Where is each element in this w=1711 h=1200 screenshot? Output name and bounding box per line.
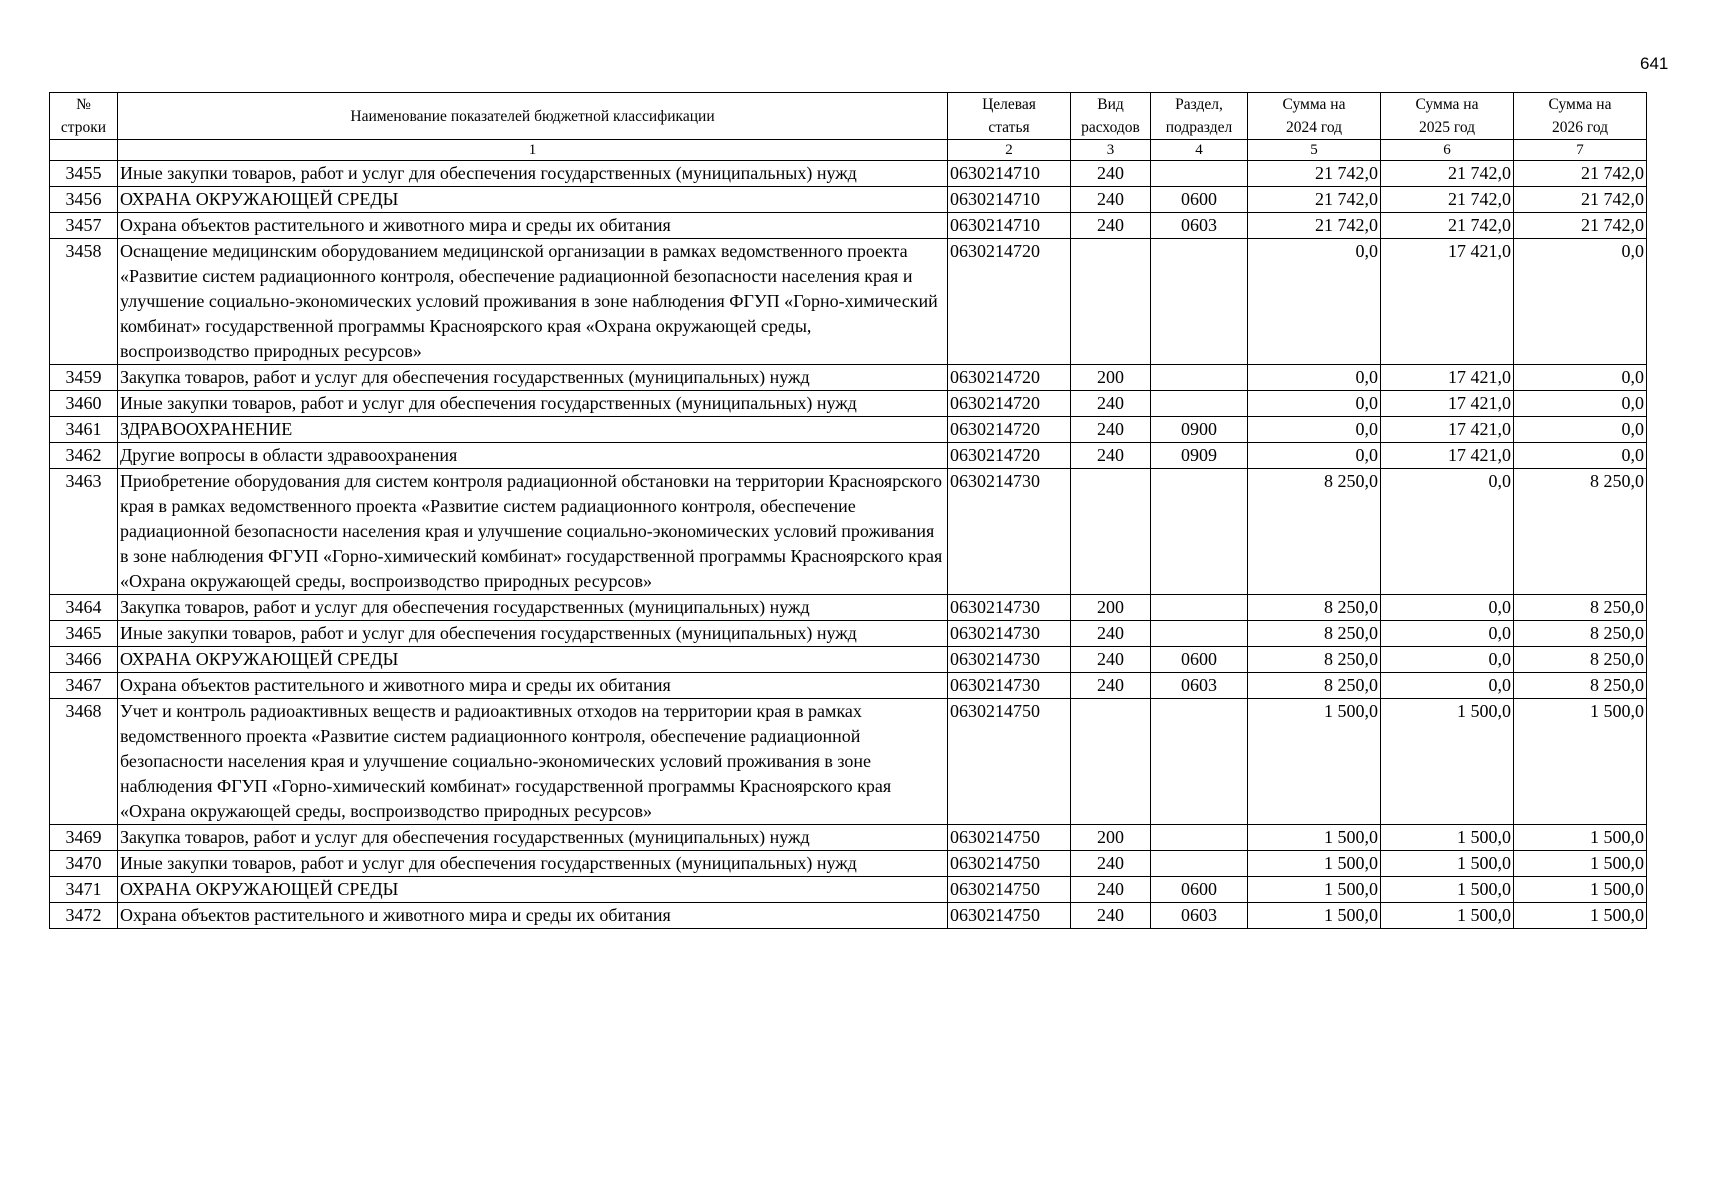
row-sum-2025: 17 421,0 [1381,417,1514,443]
row-name: Другие вопросы в области здравоохранения [118,443,948,469]
row-target-article: 0630214750 [948,851,1071,877]
table-row [50,443,1647,469]
row-sum-2024: 0,0 [1248,443,1381,469]
row-expense-type: 240 [1071,673,1151,699]
row-name: Закупка товаров, работ и услуг для обеспечения государственных (муниципальных) нужд [118,825,948,851]
row-name: Охрана объектов растительного и животного мира и среды их обитания [118,903,948,929]
column-number: 2 [948,140,1071,161]
header-row-number: № строки [50,93,118,140]
row-number: 3464 [50,595,118,621]
table-row [50,213,1647,239]
row-name: Учет и контроль радиоактивных веществ и радиоактивных отходов на территории края в рамках ведомственного проекта «Развитие систем радиационного контроля, обеспечение радиационной безопасности населения края и улучшение социально-экономических условий проживания в зоне наблюдения ФГУП «Горно-химический комбинат» государственной программы Красноярского края «Охрана окружающей среды, воспроизводство природных ресурсов» [118,699,948,825]
header-sum-2024: Сумма на 2024 год [1248,93,1381,140]
row-expense-type: 200 [1071,595,1151,621]
row-number: 3465 [50,621,118,647]
table-row [50,469,1647,595]
table-row [50,647,1647,673]
column-number: 4 [1151,140,1248,161]
row-sum-2026: 1 500,0 [1514,699,1647,825]
row-sum-2025: 0,0 [1381,647,1514,673]
column-number: 5 [1248,140,1381,161]
table-row [50,365,1647,391]
row-target-article: 0630214730 [948,621,1071,647]
row-name: ОХРАНА ОКРУЖАЮЩЕЙ СРЕДЫ [118,877,948,903]
row-expense-type: 240 [1071,647,1151,673]
row-number: 3469 [50,825,118,851]
row-sum-2025: 17 421,0 [1381,391,1514,417]
row-sum-2025: 0,0 [1381,595,1514,621]
table-row [50,161,1647,187]
row-sum-2026: 1 500,0 [1514,877,1647,903]
row-sum-2026: 0,0 [1514,239,1647,365]
row-number: 3471 [50,877,118,903]
row-section: 0603 [1151,903,1248,929]
row-name: Охрана объектов растительного и животного мира и среды их обитания [118,673,948,699]
row-name: Оснащение медицинским оборудованием медицинской организации в рамках ведомственного проекта «Развитие систем радиационного контроля, обеспечение радиационной безопасности населения края и улучшение социально-экономических условий проживания в зоне наблюдения ФГУП «Горно-химический комбинат» государственной программы Красноярского края «Охрана окружающей среды, воспроизводство природных ресурсов» [118,239,948,365]
row-sum-2024: 21 742,0 [1248,213,1381,239]
row-sum-2025: 0,0 [1381,673,1514,699]
row-expense-type [1071,469,1151,595]
row-sum-2025: 17 421,0 [1381,365,1514,391]
column-number: 7 [1514,140,1647,161]
row-sum-2025: 1 500,0 [1381,877,1514,903]
column-number: 3 [1071,140,1151,161]
row-section: 0909 [1151,443,1248,469]
column-number: 6 [1381,140,1514,161]
row-number: 3462 [50,443,118,469]
row-section [1151,469,1248,595]
row-expense-type: 240 [1071,417,1151,443]
row-sum-2026: 21 742,0 [1514,161,1647,187]
table-row [50,673,1647,699]
row-name: Закупка товаров, работ и услуг для обеспечения государственных (муниципальных) нужд [118,595,948,621]
row-number: 3459 [50,365,118,391]
row-sum-2024: 8 250,0 [1248,621,1381,647]
row-number: 3460 [50,391,118,417]
row-name: Закупка товаров, работ и услуг для обеспечения государственных (муниципальных) нужд [118,365,948,391]
row-sum-2025: 1 500,0 [1381,699,1514,825]
row-sum-2024: 8 250,0 [1248,595,1381,621]
header-sum-2025: Сумма на 2025 год [1381,93,1514,140]
table-row [50,877,1647,903]
row-name: Охрана объектов растительного и животного мира и среды их обитания [118,213,948,239]
row-sum-2026: 1 500,0 [1514,825,1647,851]
row-sum-2024: 1 500,0 [1248,877,1381,903]
row-sum-2026: 8 250,0 [1514,673,1647,699]
row-name: ЗДРАВООХРАНЕНИЕ [118,417,948,443]
row-expense-type: 240 [1071,187,1151,213]
header-section: Раздел, подраздел [1151,93,1248,140]
row-expense-type: 240 [1071,391,1151,417]
row-sum-2025: 21 742,0 [1381,187,1514,213]
row-target-article: 0630214720 [948,365,1071,391]
row-sum-2026: 0,0 [1514,443,1647,469]
row-number: 3458 [50,239,118,365]
table-row [50,621,1647,647]
row-target-article: 0630214730 [948,595,1071,621]
row-sum-2025: 17 421,0 [1381,239,1514,365]
table-row [50,187,1647,213]
budget-table [49,92,1647,929]
row-name: Иные закупки товаров, работ и услуг для обеспечения государственных (муниципальных) нужд [118,851,948,877]
row-sum-2026: 0,0 [1514,365,1647,391]
table-body [50,161,1647,929]
column-number [50,140,118,161]
header-target-article: Целевая статья [948,93,1071,140]
row-section: 0603 [1151,673,1248,699]
row-sum-2024: 21 742,0 [1248,161,1381,187]
row-section: 0603 [1151,213,1248,239]
row-sum-2025: 0,0 [1381,621,1514,647]
row-sum-2025: 21 742,0 [1381,213,1514,239]
row-target-article: 0630214720 [948,417,1071,443]
row-sum-2026: 8 250,0 [1514,647,1647,673]
row-section [1151,365,1248,391]
row-name: Приобретение оборудования для систем контроля радиационной обстановки на территории Красноярского края в рамках ведомственного проекта «Развитие систем радиационного контроля, обеспечение радиационной безопасности населения края и улучшение социально-экономических условий проживания в зоне наблюдения ФГУП «Горно-химический комбинат» государственной программы Красноярского края «Охрана окружающей среды, воспроизводство природных ресурсов» [118,469,948,595]
row-section [1151,239,1248,365]
row-target-article: 0630214710 [948,213,1071,239]
row-sum-2024: 0,0 [1248,365,1381,391]
row-sum-2025: 21 742,0 [1381,161,1514,187]
row-sum-2025: 17 421,0 [1381,443,1514,469]
row-number: 3467 [50,673,118,699]
row-section [1151,161,1248,187]
row-sum-2024: 1 500,0 [1248,825,1381,851]
table-row [50,391,1647,417]
row-expense-type: 240 [1071,213,1151,239]
row-expense-type: 240 [1071,851,1151,877]
column-number-row [50,140,1647,161]
header-name: Наименование показателей бюджетной классификации [118,93,948,140]
row-section [1151,825,1248,851]
row-target-article: 0630214750 [948,825,1071,851]
row-name: Иные закупки товаров, работ и услуг для обеспечения государственных (муниципальных) нужд [118,621,948,647]
table-row [50,699,1647,825]
row-sum-2024: 21 742,0 [1248,187,1381,213]
row-expense-type: 240 [1071,877,1151,903]
row-expense-type: 240 [1071,903,1151,929]
row-sum-2024: 0,0 [1248,239,1381,365]
row-section [1151,851,1248,877]
row-sum-2024: 8 250,0 [1248,647,1381,673]
row-number: 3461 [50,417,118,443]
row-number: 3457 [50,213,118,239]
table-row [50,825,1647,851]
row-name: ОХРАНА ОКРУЖАЮЩЕЙ СРЕДЫ [118,647,948,673]
row-target-article: 0630214730 [948,673,1071,699]
page-number: 641 [1640,54,1669,73]
row-sum-2026: 0,0 [1514,417,1647,443]
row-sum-2025: 1 500,0 [1381,825,1514,851]
row-target-article: 0630214730 [948,469,1071,595]
row-sum-2026: 8 250,0 [1514,595,1647,621]
row-expense-type: 240 [1071,621,1151,647]
row-target-article: 0630214720 [948,391,1071,417]
row-sum-2024: 8 250,0 [1248,469,1381,595]
row-sum-2024: 8 250,0 [1248,673,1381,699]
row-section: 0600 [1151,187,1248,213]
row-number: 3468 [50,699,118,825]
row-target-article: 0630214750 [948,877,1071,903]
table-row [50,417,1647,443]
row-section: 0900 [1151,417,1248,443]
row-sum-2025: 1 500,0 [1381,851,1514,877]
row-name: Иные закупки товаров, работ и услуг для обеспечения государственных (муниципальных) нужд [118,391,948,417]
row-expense-type: 200 [1071,365,1151,391]
row-target-article: 0630214710 [948,161,1071,187]
row-name: Иные закупки товаров, работ и услуг для обеспечения государственных (муниципальных) нужд [118,161,948,187]
row-expense-type: 240 [1071,443,1151,469]
row-target-article: 0630214710 [948,187,1071,213]
row-section [1151,621,1248,647]
row-expense-type: 240 [1071,161,1151,187]
row-expense-type: 200 [1071,825,1151,851]
row-number: 3472 [50,903,118,929]
row-section [1151,699,1248,825]
row-sum-2026: 21 742,0 [1514,213,1647,239]
header-sum-2026: Сумма на 2026 год [1514,93,1647,140]
row-target-article: 0630214750 [948,903,1071,929]
table-header [50,93,1647,161]
row-sum-2026: 1 500,0 [1514,903,1647,929]
row-target-article: 0630214720 [948,239,1071,365]
row-section [1151,595,1248,621]
row-sum-2026: 1 500,0 [1514,851,1647,877]
row-sum-2026: 8 250,0 [1514,621,1647,647]
row-name: ОХРАНА ОКРУЖАЮЩЕЙ СРЕДЫ [118,187,948,213]
row-sum-2024: 1 500,0 [1248,903,1381,929]
row-section: 0600 [1151,647,1248,673]
table-row [50,595,1647,621]
row-sum-2025: 1 500,0 [1381,903,1514,929]
row-number: 3470 [50,851,118,877]
row-number: 3456 [50,187,118,213]
row-target-article: 0630214730 [948,647,1071,673]
row-sum-2024: 1 500,0 [1248,699,1381,825]
row-sum-2026: 0,0 [1514,391,1647,417]
row-section: 0600 [1151,877,1248,903]
row-number: 3463 [50,469,118,595]
header-expense-type: Вид расходов [1071,93,1151,140]
row-number: 3455 [50,161,118,187]
row-sum-2024: 0,0 [1248,391,1381,417]
row-sum-2026: 21 742,0 [1514,187,1647,213]
table-row [50,851,1647,877]
row-sum-2026: 8 250,0 [1514,469,1647,595]
row-section [1151,391,1248,417]
row-sum-2024: 1 500,0 [1248,851,1381,877]
row-sum-2024: 0,0 [1248,417,1381,443]
row-target-article: 0630214720 [948,443,1071,469]
row-number: 3466 [50,647,118,673]
column-number: 1 [118,140,948,161]
row-expense-type [1071,699,1151,825]
table-row [50,903,1647,929]
row-target-article: 0630214750 [948,699,1071,825]
table-row [50,239,1647,365]
row-expense-type [1071,239,1151,365]
row-sum-2025: 0,0 [1381,469,1514,595]
